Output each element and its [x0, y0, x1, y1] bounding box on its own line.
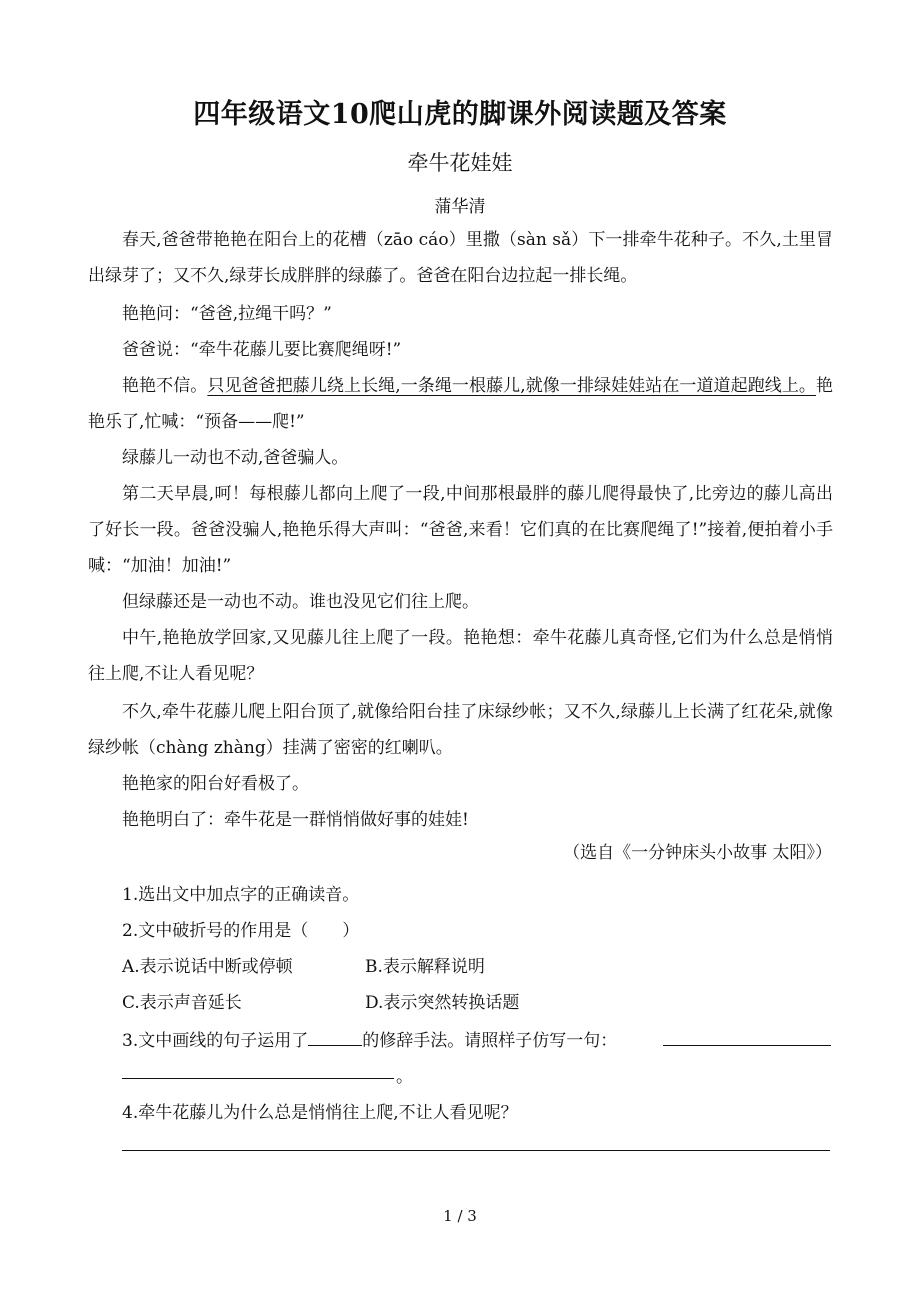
paragraph-1: 春天,爸爸带艳艳在阳台上的花槽（zāo cáo）里撒（sàn sǎ）下一排牵牛花种子。不久,土里冒出绿芽了；又不久,绿芽长成胖胖的绿藤了。爸爸在阳台边拉起一排长绳。 [88, 230, 833, 286]
paragraph-11: 艳艳明白了：牵牛花是一群悄悄做好事的娃娃! [122, 810, 469, 830]
paragraph-7: 但绿藤还是一动也不动。谁也没见它们往上爬。 [122, 592, 479, 612]
paragraph-10: 艳艳家的阳台好看极了。 [122, 774, 309, 794]
question-3-text-b: 的修辞手法。请照样子仿写一句： [362, 1031, 618, 1051]
paragraph-8: 中午,艳艳放学回家,又见藤儿往上爬了一段。艳艳想：牵牛花藤儿真奇怪,它们为什么总是悄悄往上爬,不让人看见呢？ [88, 628, 833, 684]
question-1: 1.选出文中加点字的正确读音。 [122, 885, 360, 905]
paragraph-6: 第二天早晨,呵！每根藤儿都向上爬了一段,中间那根最胖的藤儿爬得最快了,比旁边的藤儿高出了好长一段。爸爸没骗人,艳艳乐得大声叫：“爸爸,来看！它们真的在比赛爬绳了!”接着,便拍着小手喊：“加油！加油!” [88, 484, 833, 576]
paragraph-4-lead: 艳艳不信。 [122, 376, 208, 396]
story-title: 牵牛花娃娃 [407, 151, 513, 175]
option-c: C.表示声音延长 [122, 993, 242, 1013]
page-number: 1 / 3 [443, 1207, 477, 1225]
question-4: 4.牵牛花藤儿为什么总是悄悄往上爬,不让人看见呢？ [122, 1103, 518, 1123]
story-author: 蒲华清 [434, 197, 486, 217]
source-citation: （选自《一分钟床头小故事 太阳》） [563, 843, 832, 863]
imitation-answer-line-1[interactable] [663, 1045, 831, 1046]
paragraph-4 [88, 368, 833, 440]
imitation-answer-line-2[interactable] [122, 1078, 394, 1079]
question-3 [122, 1026, 617, 1051]
paragraph-2: 艳艳问：“爸爸,拉绳干吗？” [122, 304, 332, 324]
paragraph-3: 爸爸说：“牵牛花藤儿要比赛爬绳呀!” [122, 340, 402, 360]
question-3-text-a: 3.文中画线的句子运用了 [122, 1031, 309, 1051]
question-4-answer-line[interactable] [122, 1150, 830, 1151]
underlined-sentence: 只见爸爸把藤儿绕上长绳,一条绳一根藤儿,就像一排绿娃娃站在一道道起跑线上。 [207, 376, 817, 396]
paragraph-9: 不久,牵牛花藤儿爬上阳台顶了,就像给阳台挂了床绿纱帐；又不久,绿藤儿上长满了红花朵,就像绿纱帐（chàng zhàng）挂满了密密的红喇叭。 [88, 702, 833, 758]
document-title: 四年级语文10爬山虎的脚课外阅读题及答案 [193, 99, 727, 130]
option-d: D.表示突然转换话题 [365, 993, 520, 1013]
paragraph-5: 绿藤儿一动也不动,爸爸骗人。 [122, 448, 349, 468]
paragraph-4-tail: 艳艳乐了,忙喊：“预备——爬!” [88, 376, 834, 432]
option-a: A.表示说话中断或停顿 [122, 957, 293, 977]
option-b: B.表示解释说明 [365, 957, 485, 977]
rhetoric-answer-blank[interactable] [308, 1027, 362, 1046]
question-2: 2.文中破折号的作用是（ ） [122, 921, 360, 941]
question-3-end: 。 [396, 1067, 413, 1087]
